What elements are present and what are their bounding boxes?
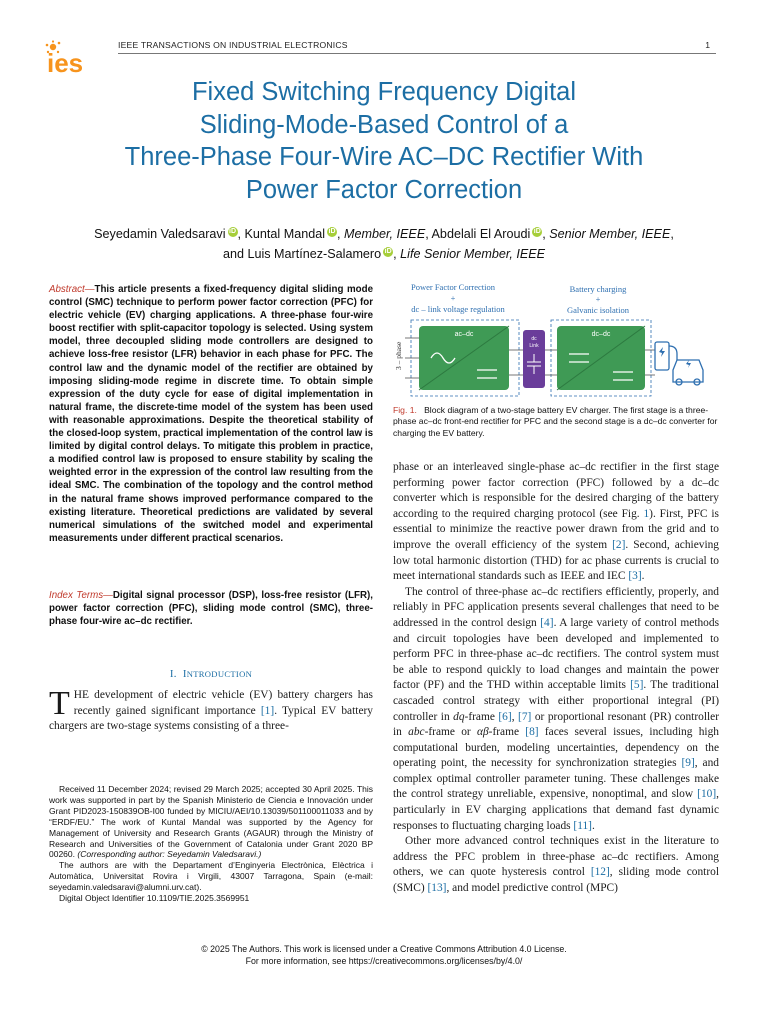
header-rule xyxy=(118,53,716,54)
citation-link[interactable]: [2] xyxy=(612,538,626,551)
abstract-text: This article presents a fixed-frequency digital sliding mode control (SMC) technique to perform power factor correction (PFC) for electric vehicle (EV) charging applications. A three-phase four-wire boost rectifier with split-capacitor topology is selected. Using system model, three decoupled sliding mode controllers are designed to achieve loss-free resistor (LFR) behavior in each phase for PFC. The control law and the dynamic model of the rectifier are obtained by imposing sliding-mode regime in discrete time. To obtain simple expression of the duty cycle for ease of digital implementation in natural frame, the discrete-time model of the system has been used with reasonable approximations. Despite the theoretical stability of the closed-loop system, practical implementation of the control law is limited by digital control delays. To mitigate this problem in practice, a modified control law is proposed to ensure stability by scaling the weighted error in the expression of the control law resulting from the ideal SMC. The combination of the topology and the control method in the natural frame shows improved performance compared to the existing literature. Theoretical predictions are validated by several numerical simulations of the switched model and experimental measurements under different practical scenarios. xyxy=(49,284,373,544)
license-line: © 2025 The Authors. This work is licensed under a Creative Commons Attribution 4.0 License. xyxy=(201,944,567,954)
footnote xyxy=(49,784,373,904)
citation-link[interactable]: [3] xyxy=(628,570,642,583)
page-number: 1 xyxy=(705,40,710,50)
footnote-doi: Digital Object Identifier 10.1109/TIE.2025.3569951 xyxy=(59,893,250,904)
paper-title xyxy=(40,76,728,206)
svg-text:dc: dc xyxy=(531,336,537,342)
logo-text: ies xyxy=(47,48,84,76)
svg-text:ac–dc: ac–dc xyxy=(454,331,474,338)
figure-1-block-diagram xyxy=(393,280,718,400)
index-terms xyxy=(49,589,373,628)
author-name: , Abdelali El Aroudi xyxy=(425,227,531,241)
label-dclink-reg: dc – link voltage regulation xyxy=(411,304,505,314)
citation-link[interactable]: [9] xyxy=(681,757,695,770)
paragraph: Other more advanced control techniques exist in the literature to address the PFC problem in three-phase ac–dc rectifiers. Among others, we can quote hysteresis control [12], sliding mode control (SMC) [13], and model predictive control (MPC) xyxy=(393,835,719,895)
figure-caption: Fig. 1. Block diagram of a two-stage battery EV charger. The first stage is a three-phase ac–dc front-end rectifier for PFC and the second stage is a dc–dc converter for charging the EV battery. xyxy=(393,405,718,438)
svg-text:Link: Link xyxy=(529,343,539,349)
footnote-received: Received 11 December 2024; revised 29 March 2025; accepted 30 April 2025. This work was supported in part by the Spanish Ministerio de Ciencia e Innovación under Grant PID2023-150839OB-I00 funded by MICIU/AEI/10.13039/501100011033 and by “ERDF/EU.” The work of Kuntal Mandal was supported by the Agency for Management of University and Research Grants (AGAUR) through the Ministry of Research and Universities of the Government of Catalonia under Grant 2020 BP 00260. (Corresponding author: Seyedamin Valedsaravi.) xyxy=(49,784,373,860)
intro-paragraph: THE development of electric vehicle (EV) battery chargers has recently gained significant importance [1]. Typical EV battery chargers are two-stage systems consisting of a three- xyxy=(49,685,373,733)
label-plus: + xyxy=(450,293,456,303)
corresponding-author: (Corresponding author: Seyedamin Valedsaravi.) xyxy=(77,849,262,860)
index-terms-lead: Index Terms— xyxy=(49,590,113,601)
title-line: Power Factor Correction xyxy=(245,175,523,204)
citation-link[interactable]: [6] xyxy=(498,710,512,723)
abstract-lead: Abstract— xyxy=(49,284,95,295)
drop-cap: T xyxy=(49,685,70,722)
citation-link[interactable]: [4] xyxy=(540,616,554,629)
citation-link[interactable]: [7] xyxy=(518,710,532,723)
orcid-icon[interactable]: iD xyxy=(384,248,392,255)
label-pfc: Power Factor Correction xyxy=(410,282,496,292)
paragraph: phase or an interleaved single-phase ac–dc rectifier in the first stage performing power factor correction (PFC) followed by a dc–dc converter which is responsible for the desired charging of the battery according to the required charging protocol (see Fig. 1). First, PFC is essential to minimize the reactive power drawn from the grid and to improve the overall efficiency of the system [2]. Second, achieving low total harmonic distortion (THD) for ac phase currents is crucial to meet international standards such as IEEE and IEC [3]. xyxy=(393,461,719,583)
citation-link[interactable]: [5] xyxy=(630,679,644,692)
author-name: , Kuntal Mandal xyxy=(237,227,326,241)
label-galvanic: Galvanic isolation xyxy=(566,305,630,315)
running-head: IEEE TRANSACTIONS ON INDUSTRIAL ELECTRONICS xyxy=(118,40,348,50)
citation-link[interactable]: [13] xyxy=(427,882,447,895)
right-column-text xyxy=(393,460,719,897)
phase-label: 3 – phase xyxy=(394,341,403,370)
ies-logo xyxy=(44,40,106,76)
orcid-icon[interactable]: iD xyxy=(533,228,541,235)
citation-link[interactable]: [10] xyxy=(697,788,717,801)
title-line: Sliding-Mode-Based Control of a xyxy=(199,110,569,139)
author-name: and Luis Martínez-Salamero xyxy=(222,247,382,261)
figure-label: Fig. 1. xyxy=(393,405,417,415)
figure-link[interactable]: 1 xyxy=(643,507,650,520)
paragraph: The control of three-phase ac–dc rectifiers efficiently, properly, and reliably in PFC application presents several challenges that need to be addressed in the control design [4]. A large variety of control methods and circuit topologies have been developed and implemented to perform PFC in three-phase ac–dc rectifiers. The control system must be able to respond quickly to load changes and maintain the power factor (PF) and the THD within acceptable limits [5]. The traditional cascaded control strategy with either proportional integral (PI) controller in dq-frame [6], [7] or proportional resonant (PR) controller in abc-frame or αβ-frame [8] faces several issues, including high computational burden, modeling uncertainties, dependency on the operating point, the necessity for synchronization strategies [9], and complex optimal controller parameter tuning. These challenges make the control strategy unreliable, expensive, nonoptimal, and slow [10], particularly in EV charging applications that demand fast dynamic responses to fluctuating charging loads [11]. xyxy=(393,585,720,832)
author-role: Senior Member, IEEE xyxy=(549,227,671,241)
citation-link[interactable]: [12] xyxy=(590,866,610,879)
svg-text:dc–dc: dc–dc xyxy=(591,331,611,338)
label-plus: + xyxy=(595,294,601,304)
citation-link[interactable]: [11] xyxy=(573,819,592,832)
orcid-icon[interactable]: iD xyxy=(229,228,237,235)
orcid-icon[interactable]: iD xyxy=(328,228,336,235)
author-role: Member, IEEE xyxy=(344,227,426,241)
index-terms-text: Digital signal processor (DSP), loss-free resistor (LFR), power factor correction (PFC), sliding mode control (SMC), three-phase four-wire ac–dc rectifier. xyxy=(49,590,373,628)
license-footer xyxy=(40,944,728,967)
label-battery: Battery charging xyxy=(569,284,627,294)
citation-link[interactable]: [1] xyxy=(260,704,275,717)
title-line: Three-Phase Four-Wire AC–DC Rectifier With xyxy=(124,143,644,171)
author-role: Life Senior Member, IEEE xyxy=(400,247,546,261)
author-name: Seyedamin Valedsaravi xyxy=(94,227,226,241)
license-link[interactable]: For more information, see https://creativecommons.org/licenses/by/4.0/ xyxy=(245,955,523,966)
title-line: Fixed Switching Frequency Digital xyxy=(191,78,577,106)
abstract xyxy=(49,283,373,545)
citation-link[interactable]: [8] xyxy=(525,726,539,739)
footnote-affiliation: The authors are with the Departament d’Enginyeria Electrònica, Elèctrica i Automàtica, Universitat Rovira i Virgili, 43007 Tarragona, Spain (e-mail: seyedamin.valedsaravi@alumni.urv.cat). xyxy=(49,860,373,893)
author-list: Seyedamin Valedsaravi iD , Kuntal Mandal iD , Member, IEEE, Abdelali El Aroudi iD , Senior Member, IEEE, and Luis Martínez-Salamero iD , Life Senior Member, IEEE xyxy=(94,227,674,261)
section-heading: I. INTRODUCTION xyxy=(169,668,253,680)
